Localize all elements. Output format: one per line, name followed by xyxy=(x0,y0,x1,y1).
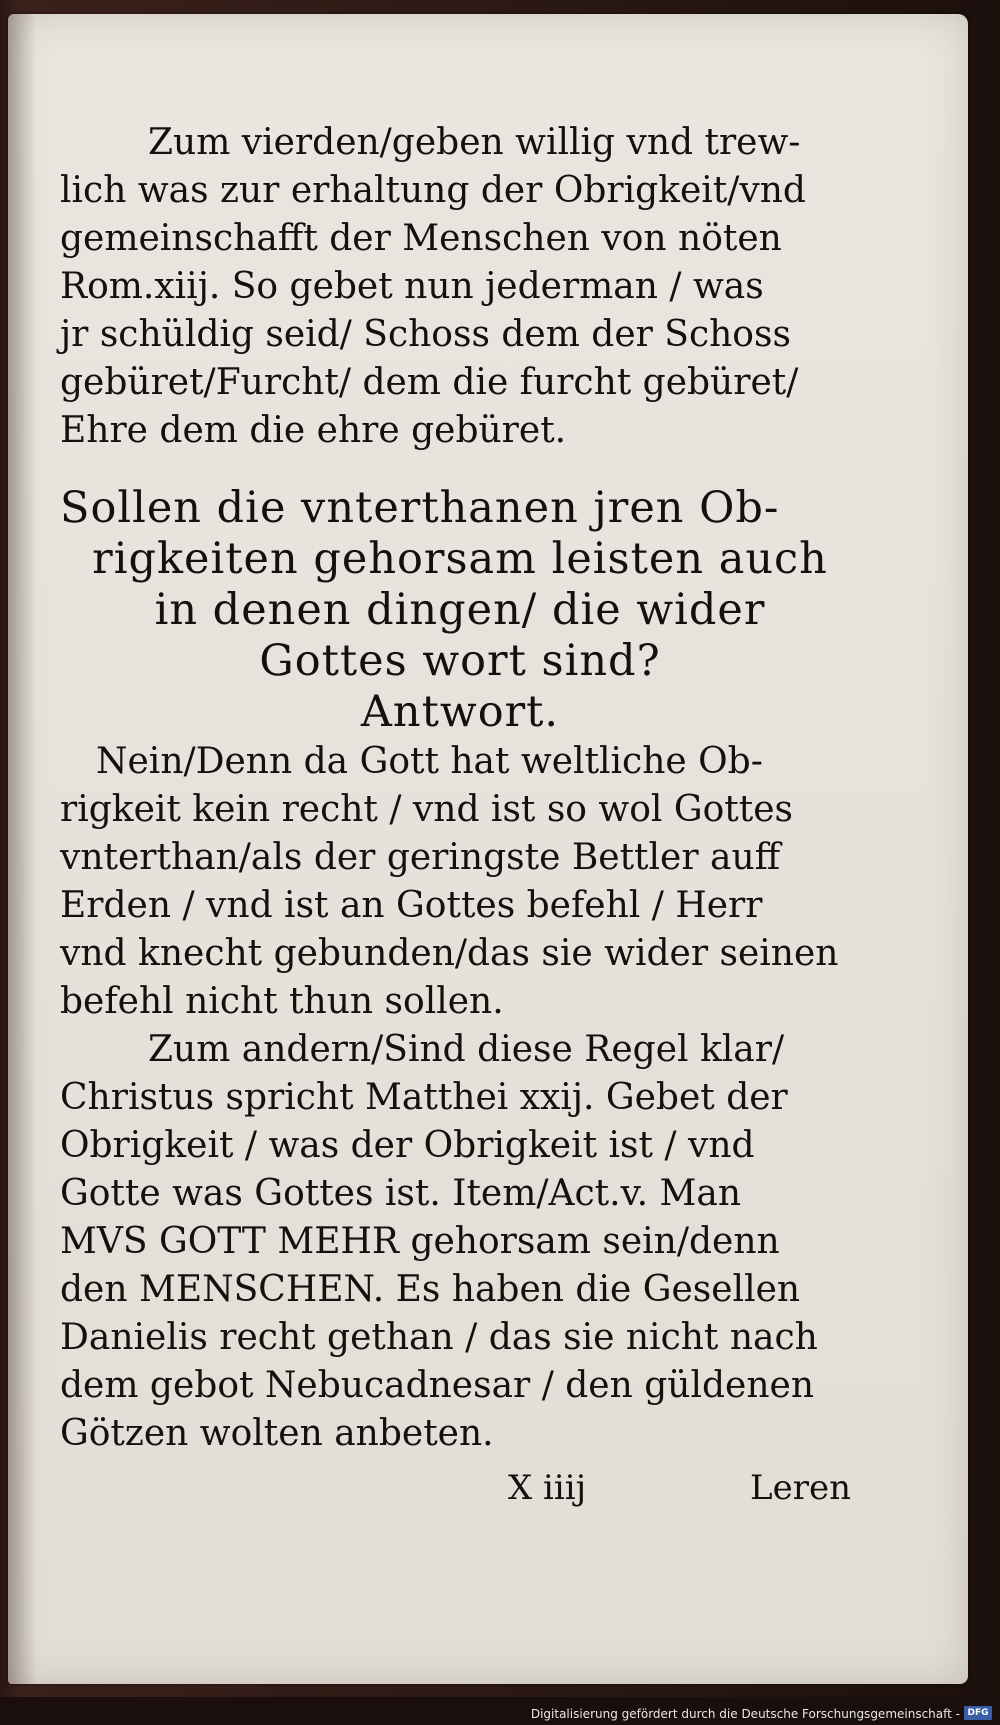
answer-label: Antwort. xyxy=(360,687,560,737)
text-line: Götzen wolten anbeten. xyxy=(60,1413,494,1454)
heading-line: in denen dingen/ die wider xyxy=(154,585,766,635)
funding-credit: Digitalisierung gefördert durch die Deutsche Forschungsgemeinschaft - xyxy=(530,1707,960,1721)
text-line: befehl nicht thun sollen. xyxy=(60,981,504,1022)
text-line: Danielis recht gethan / das sie nicht nach xyxy=(60,1317,818,1358)
section-heading xyxy=(60,483,860,738)
spacer xyxy=(60,455,860,483)
text-line: jr schüldig seid/ Schoss dem der Schoss xyxy=(60,314,791,355)
text-line: gemeinschafft der Menschen von nöten xyxy=(60,218,782,259)
text-line: Zum andern/Sind diese Regel klar/ xyxy=(148,1029,785,1070)
text-line: Gotte was Gottes ist. Item/Act.v. Man xyxy=(60,1173,742,1214)
text-line: Christus spricht Matthei xxij. Gebet der xyxy=(60,1077,788,1118)
paragraph-3 xyxy=(60,1026,860,1458)
paragraph-2 xyxy=(60,738,860,1026)
text-line: vnterthan/als der geringste Bettler auff xyxy=(60,837,781,878)
text-line: Obrigkeit / was der Obrigkeit ist / vnd xyxy=(60,1125,755,1166)
page-footer-row xyxy=(60,1464,860,1514)
text-line: rigkeit kein recht / vnd ist so wol Gottes xyxy=(60,789,794,830)
heading-line: Sollen die vnterthanen jren Ob- xyxy=(60,483,780,533)
text-line: Rom.xiij. So gebet nun jederman / was xyxy=(60,266,764,307)
text-line: Zum vierden/geben willig vnd trew- xyxy=(148,122,801,163)
signature-mark: X iiij xyxy=(508,1468,587,1508)
text-line: dem gebot Nebucadnesar / den güldenen xyxy=(60,1365,815,1406)
book-page xyxy=(8,14,968,1684)
heading-line: rigkeiten gehorsam leisten auch xyxy=(92,534,828,584)
text-line: den MENSCHEN. Es haben die Gesellen xyxy=(60,1269,801,1310)
dfg-logo: DFG xyxy=(964,1706,992,1720)
text-line: MVS GOTT MEHR gehorsam sein/denn xyxy=(60,1221,780,1262)
text-line: Ehre dem die ehre gebüret. xyxy=(60,410,567,451)
heading-line: Gottes wort sind? xyxy=(259,636,661,686)
text-line: lich was zur erhaltung der Obrigkeit/vnd xyxy=(60,170,806,211)
text-line: Erden / vnd ist an Gottes befehl / Herr xyxy=(60,885,763,926)
text-line: vnd knecht gebunden/das sie wider seinen xyxy=(60,933,839,974)
credit-bar xyxy=(0,1697,1000,1725)
text-line: Nein/Denn da Gott hat weltliche Ob- xyxy=(96,741,763,782)
page-text xyxy=(60,119,860,1508)
catchword: Leren xyxy=(750,1468,851,1508)
paragraph-1 xyxy=(60,119,860,455)
text-line: gebüret/Furcht/ dem die furcht gebüret/ xyxy=(60,362,799,403)
